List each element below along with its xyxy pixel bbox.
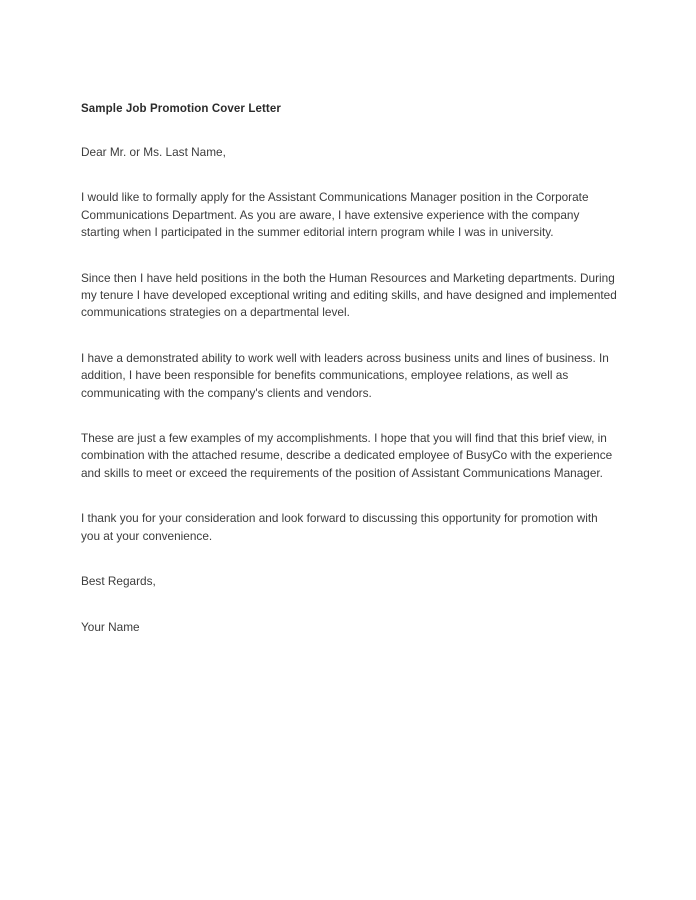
letter-paragraph-2: Since then I have held positions in the both the Human Resources and Marketing departments. During my tenure I have developed exceptional writing and editing skills, and have designed and implemented communications strategies on a departmental level. (81, 270, 617, 320)
letter-paragraph-4: These are just a few examples of my accomplishments. I hope that you will find that this brief view, in combination with the attached resume, describe a dedicated employee of BusyCo with the experience and skills to meet or exceed the requirements of the position of Assistant Communications Manager. (81, 431, 613, 480)
page-title: Sample Job Promotion Cover Letter (81, 103, 281, 115)
letter-closing: Best Regards, (81, 574, 156, 589)
letter-paragraph-1: I would like to formally apply for the Assistant Communications Manager position in the Corporate Communications Department. As you are aware, I have extensive experience with the company starting when I participated in the summer editorial intern program while I was in university. (81, 190, 589, 240)
letter-salutation: Dear Mr. or Ms. Last Name, (81, 145, 226, 159)
letter-paragraph-5: I thank you for your consideration and look forward to discussing this opportunity for promotion with you at your convenience. (81, 511, 598, 543)
letter-paragraph-3: I have a demonstrated ability to work well with leaders across business units and lines of business. In addition, I have been responsible for benefits communications, employee relations, as well as communicating with the company's clients and vendors. (81, 350, 609, 400)
letter-signature: Your Name (81, 619, 140, 634)
cover-letter-body (81, 101, 617, 636)
